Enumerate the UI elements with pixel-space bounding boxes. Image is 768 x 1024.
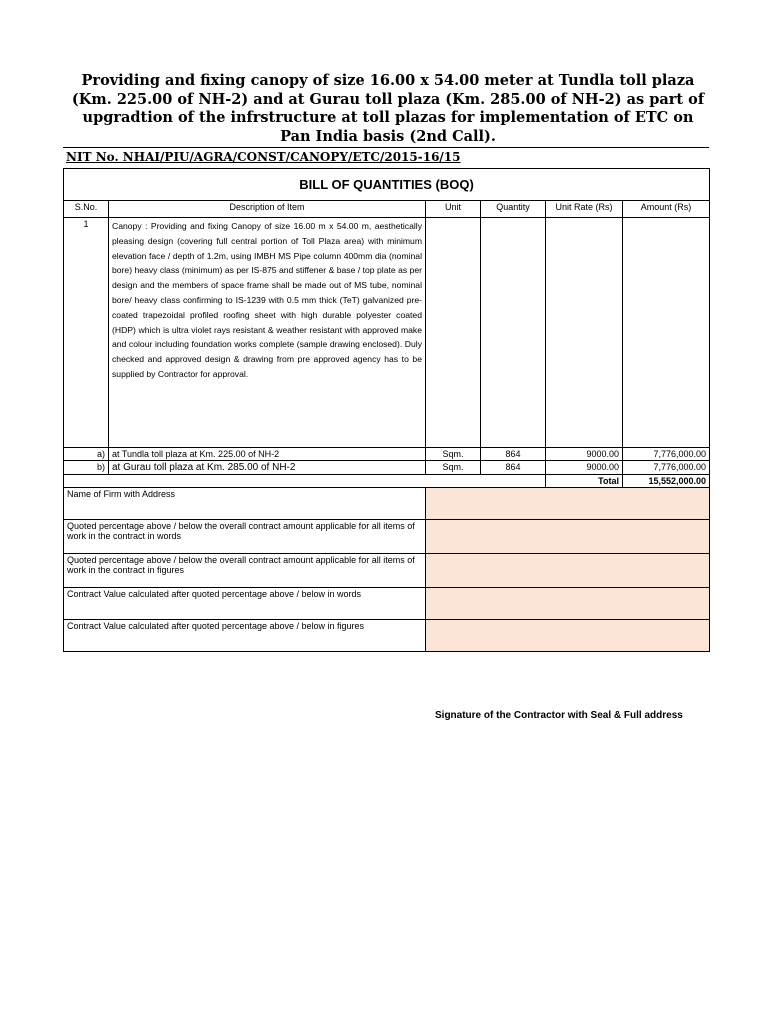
column-header: Quantity (481, 201, 546, 218)
divider (63, 147, 709, 148)
subitem-amount: 7,776,000.00 (623, 448, 710, 461)
table-row (64, 448, 710, 461)
empty-cell (64, 475, 546, 488)
nit-number: NIT No. NHAI/PIU/AGRA/CONST/CANOPY/ETC/2015-16/15 (66, 150, 461, 164)
subitem-amount: 7,776,000.00 (623, 461, 710, 475)
column-header: Unit Rate (Rs) (546, 201, 623, 218)
quoted-percentage-figures-field[interactable] (426, 554, 710, 588)
subitem-description: at Gurau toll plaza at Km. 285.00 of NH-2 (109, 461, 426, 475)
total-row (64, 475, 710, 488)
document-heading: Providing and fixing canopy of size 16.00 x 54.00 meter at Tundla toll plaza (Km. 225.00 of NH-2) and at Gurau toll plaza (Km. 285.00 of NH-2) as part of upgradtion of the infrstructure at toll plazas for implementation of ETC on Pan India basis (2nd Call). (71, 72, 705, 145)
column-header: Amount (Rs) (623, 201, 710, 218)
form-row (64, 620, 710, 652)
subitem-unit: Sqm. (426, 448, 481, 461)
subitem-label: a) (64, 448, 109, 461)
table-row (64, 461, 710, 475)
item-sno: 1 (64, 218, 109, 448)
form-row (64, 554, 710, 588)
total-value: 15,552,000.00 (623, 475, 710, 488)
form-row (64, 520, 710, 554)
subitem-label: b) (64, 461, 109, 475)
empty-cell (481, 218, 546, 448)
subitem-rate: 9000.00 (546, 461, 623, 475)
subitem-quantity: 864 (481, 461, 546, 475)
form-row (64, 588, 710, 620)
contract-value-words-field[interactable] (426, 588, 710, 620)
table-header-row (64, 201, 710, 218)
field-label: Contract Value calculated after quoted percentage above / below in words (64, 588, 426, 620)
subitem-quantity: 864 (481, 448, 546, 461)
column-header: Description of Item (109, 201, 426, 218)
boq-title: BILL OF QUANTITIES (BOQ) (64, 169, 710, 201)
contract-value-figures-field[interactable] (426, 620, 710, 652)
field-label: Quoted percentage above / below the overall contract amount applicable for all items of work in the contract in words (64, 520, 426, 554)
subitem-description: at Tundla toll plaza at Km. 225.00 of NH-2 (109, 448, 426, 461)
empty-cell (623, 218, 710, 448)
quoted-percentage-words-field[interactable] (426, 520, 710, 554)
total-label: Total (546, 475, 623, 488)
firm-name-field[interactable] (426, 488, 710, 520)
subitem-rate: 9000.00 (546, 448, 623, 461)
column-header: Unit (426, 201, 481, 218)
table-row (64, 218, 710, 448)
field-label: Quoted percentage above / below the overall contract amount applicable for all items of work in the contract in figures (64, 554, 426, 588)
empty-cell (546, 218, 623, 448)
boq-table (63, 168, 710, 652)
column-header: S.No. (64, 201, 109, 218)
subitem-unit: Sqm. (426, 461, 481, 475)
field-label: Contract Value calculated after quoted percentage above / below in figures (64, 620, 426, 652)
form-row (64, 488, 710, 520)
empty-cell (426, 218, 481, 448)
signature-label: Signature of the Contractor with Seal & Full address (435, 710, 683, 721)
item-description: Canopy : Providing and fixing Canopy of size 16.00 m x 54.00 m, aesthetically pleasing design (covering full central portion of Toll Plaza area) with minimum elevation face / depth of 1.2m, using IMBH MS Pipe column 400mm dia (nominal bore) heavy class (minimum) as per IS-875 and stiffener & base / top plate as per design and the members of space frame shall be made out of MS tube, nominal bore/ heavy class confirming to IS-1239 with 0.5 mm thick (TeT) galvanized pre-coated trapezoidal profiled roofing sheet with high durable polyester coated (HDP) which is ultra violet rays resistant & weather resistant with approved make and colour including foundation works complete (sample drawing enclosed). Duly checked and approved design & drawing from pre approved agency has to be supplied by Contractor for approval. (109, 218, 426, 448)
field-label: Name of Firm with Address (64, 488, 426, 520)
